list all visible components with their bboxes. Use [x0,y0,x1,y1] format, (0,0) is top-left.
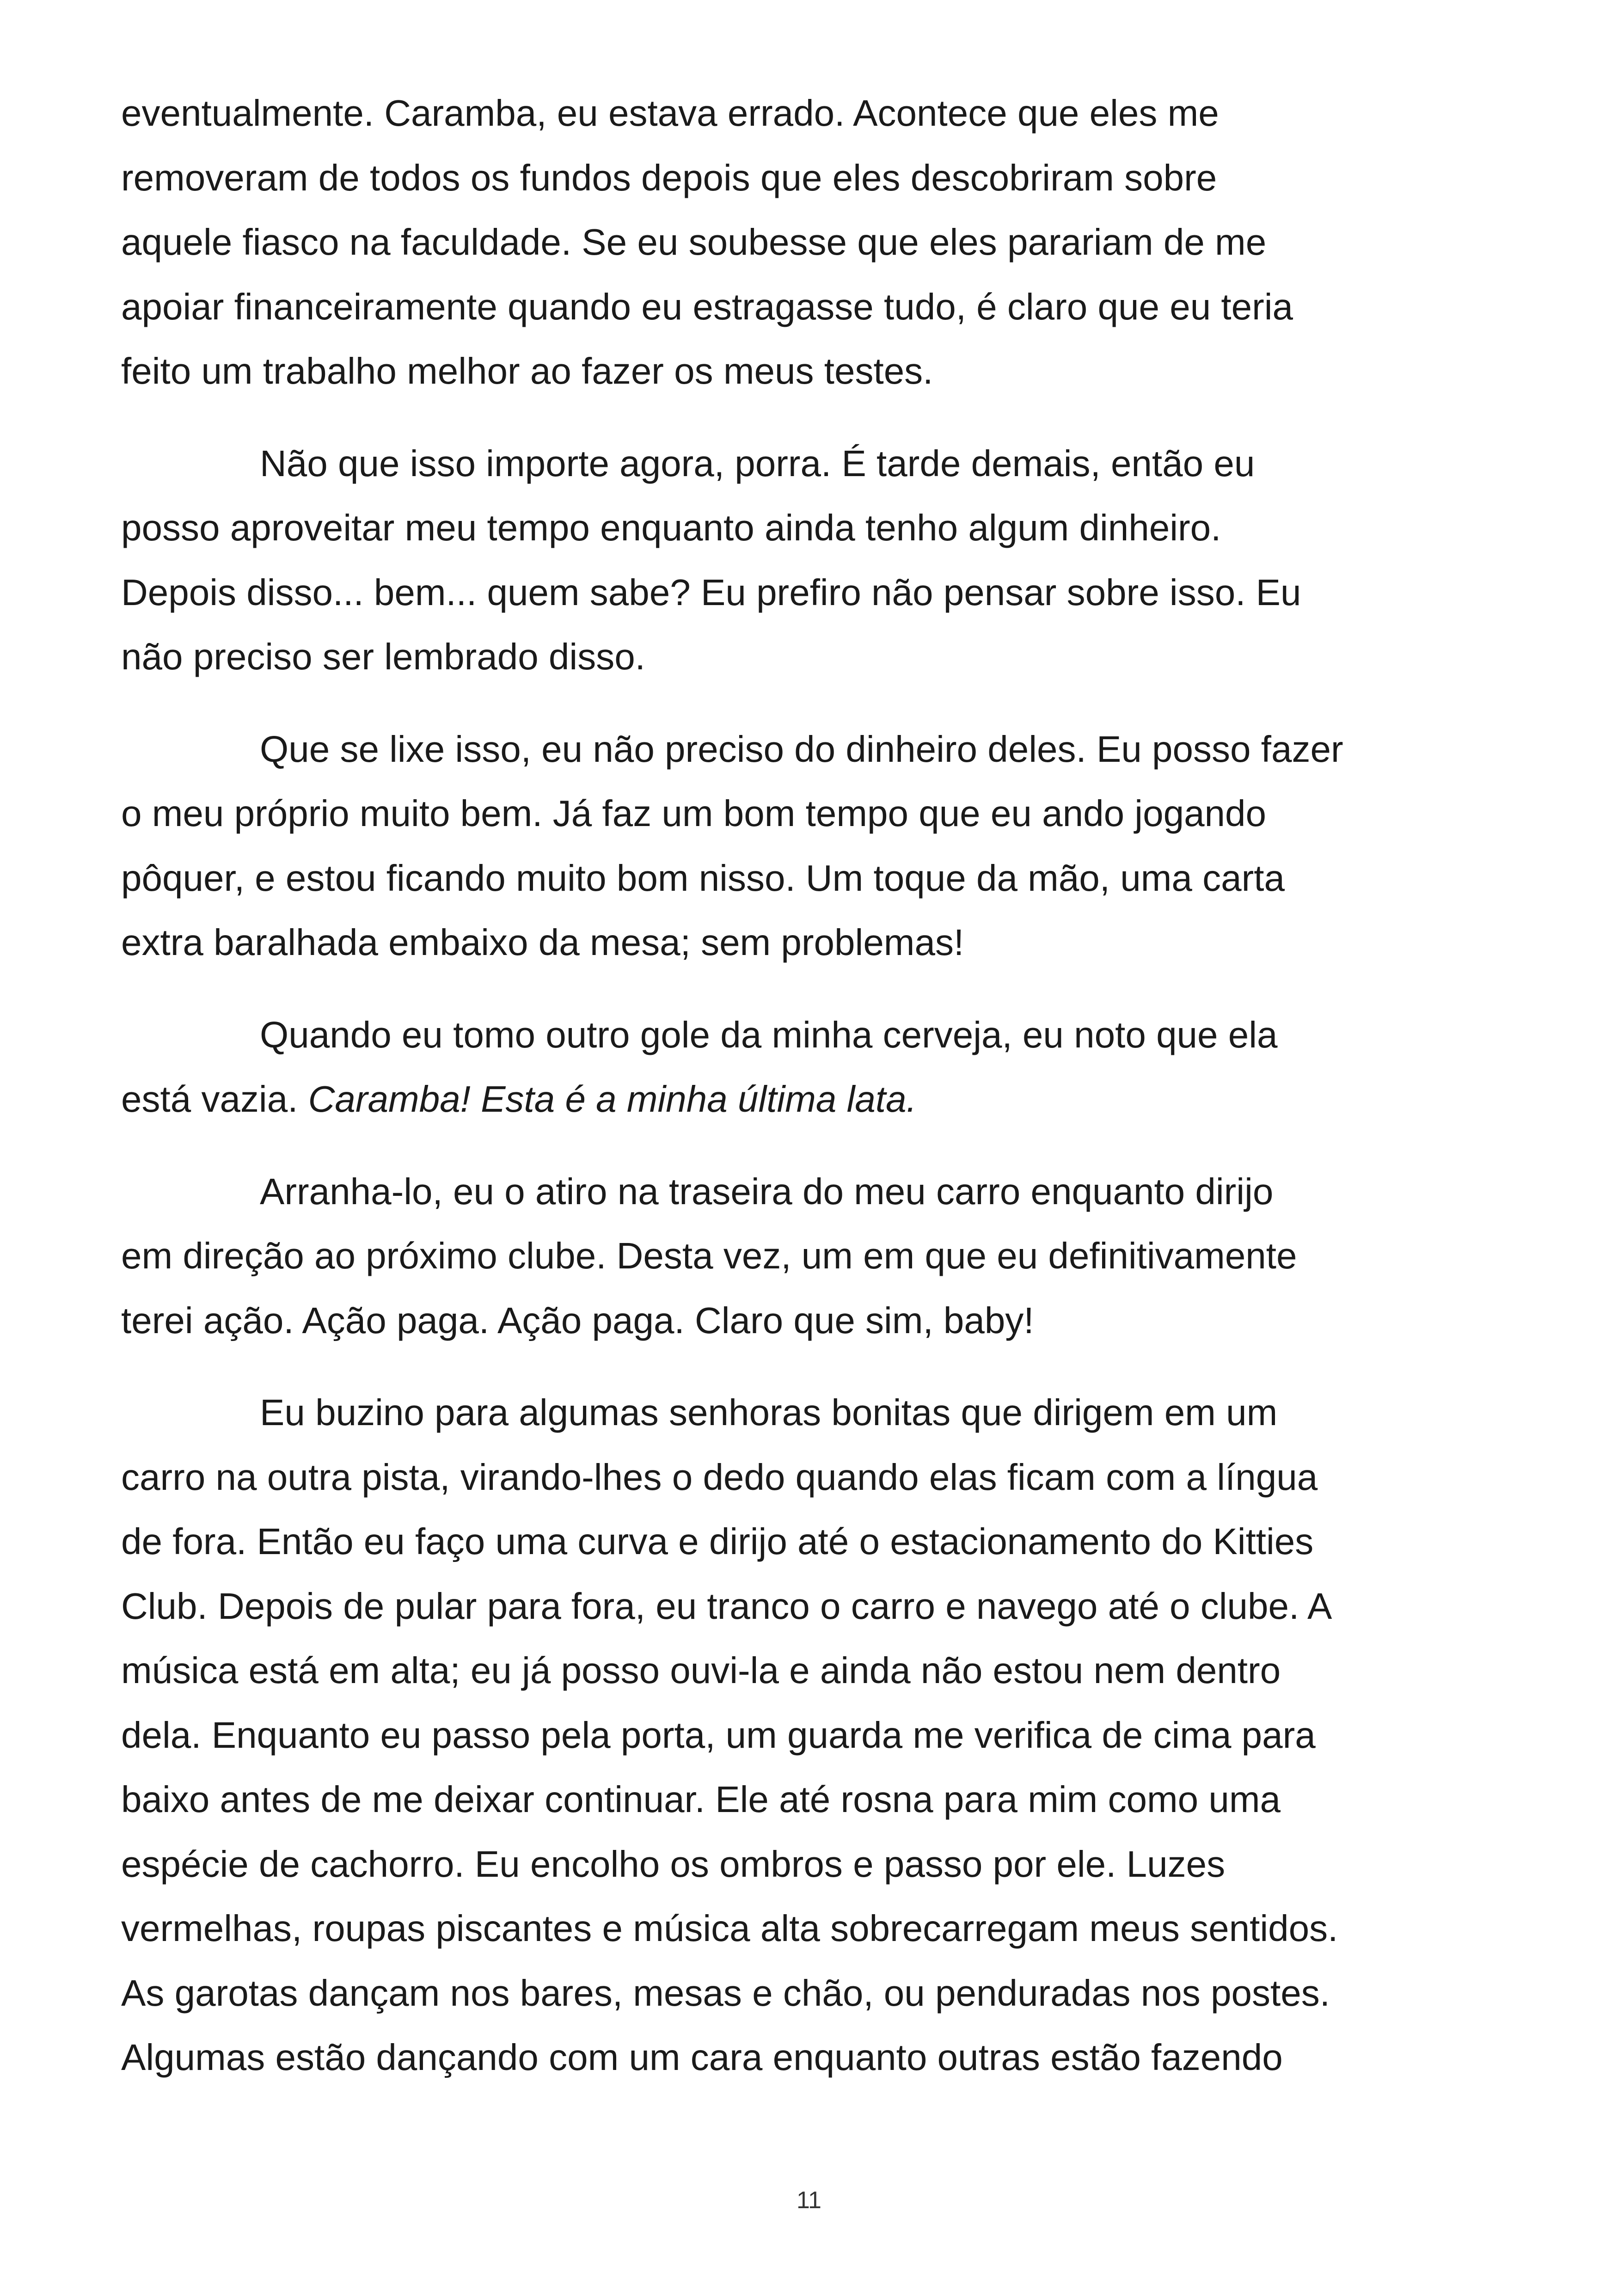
text-line: espécie de cachorro. Eu encolho os ombros e passo por ele. Luzes [121,1843,1226,1885]
paragraph-4 [121,1003,1517,1132]
text-line: eventualmente. Caramba, eu estava errado. Acontece que eles me [121,92,1219,134]
text-line: terei ação. Ação paga. Ação paga. Claro que sim, baby! [121,1299,1034,1341]
page-number: 11 [797,2187,821,2214]
italic-thought: Caramba! Esta é a minha última lata. [308,1078,917,1120]
text-line: Algumas estão dançando com um cara enquanto outras estão fazendo [121,2037,1283,2078]
paragraph-3 [121,717,1517,975]
text-line: As garotas dançam nos bares, mesas e chão, ou penduradas nos postes. [121,1972,1330,2014]
text-line: aquele fiasco na faculdade. Se eu soubesse que eles parariam de me [121,221,1267,263]
paragraph-6 [121,1380,1517,2090]
text-line: baixo antes de me deixar continuar. Ele até rosna para mim como uma [121,1779,1281,1820]
text-line: Quando eu tomo outro gole da minha cerveja, eu noto que ela [260,1014,1278,1055]
text-line: Club. Depois de pular para fora, eu tranco o carro e navego até o clube. A [121,1585,1332,1627]
text-line: Eu buzino para algumas senhoras bonitas que dirigem em um [260,1392,1278,1433]
text-line: apoiar financeiramente quando eu estragasse tudo, é claro que eu teria [121,286,1293,327]
text-line: dela. Enquanto eu passo pela porta, um guarda me verifica de cima para [121,1714,1316,1756]
text-line: Arranha-lo, eu o atiro na traseira do meu carro enquanto dirijo [260,1170,1274,1212]
body-text [121,81,1517,2118]
text-line: o meu próprio muito bem. Já faz um bom tempo que eu ando jogando [121,793,1267,834]
text-line: posso aproveitar meu tempo enquanto ainda tenho algum dinheiro. [121,507,1221,548]
text-line: removeram de todos os fundos depois que eles descobriram sobre [121,157,1217,198]
text-line: vermelhas, roupas piscantes e música alta sobrecarregam meus sentidos. [121,1908,1338,1949]
text-line [121,1067,1517,1132]
text-line: pôquer, e estou ficando muito bom nisso. Um toque da mão, uma carta [121,857,1285,899]
text-line: carro na outra pista, virando-lhes o dedo quando elas ficam com a língua [121,1456,1318,1498]
paragraph-2 [121,431,1517,689]
paragraph-5 [121,1159,1517,1353]
text-line: Não que isso importe agora, porra. É tarde demais, então eu [260,442,1255,484]
text-line: de fora. Então eu faço uma curva e dirijo até o estacionamento do Kitties [121,1521,1314,1562]
text-line: Depois disso... bem... quem sabe? Eu prefiro não pensar sobre isso. Eu [121,571,1301,613]
text-line: não preciso ser lembrado disso. [121,636,645,677]
text-line: em direção ao próximo clube. Desta vez, um em que eu definitivamente [121,1235,1297,1276]
paragraph-1 [121,81,1517,404]
text-line: música está em alta; eu já posso ouvi-la e ainda não estou nem dentro [121,1650,1281,1691]
text-line: Que se lixe isso, eu não preciso do dinheiro deles. Eu posso fazer [260,728,1343,770]
text-line: extra baralhada embaixo da mesa; sem problemas! [121,922,964,963]
plain-text: está vazia. [121,1078,308,1120]
text-line: feito um trabalho melhor ao fazer os meus testes. [121,350,933,392]
